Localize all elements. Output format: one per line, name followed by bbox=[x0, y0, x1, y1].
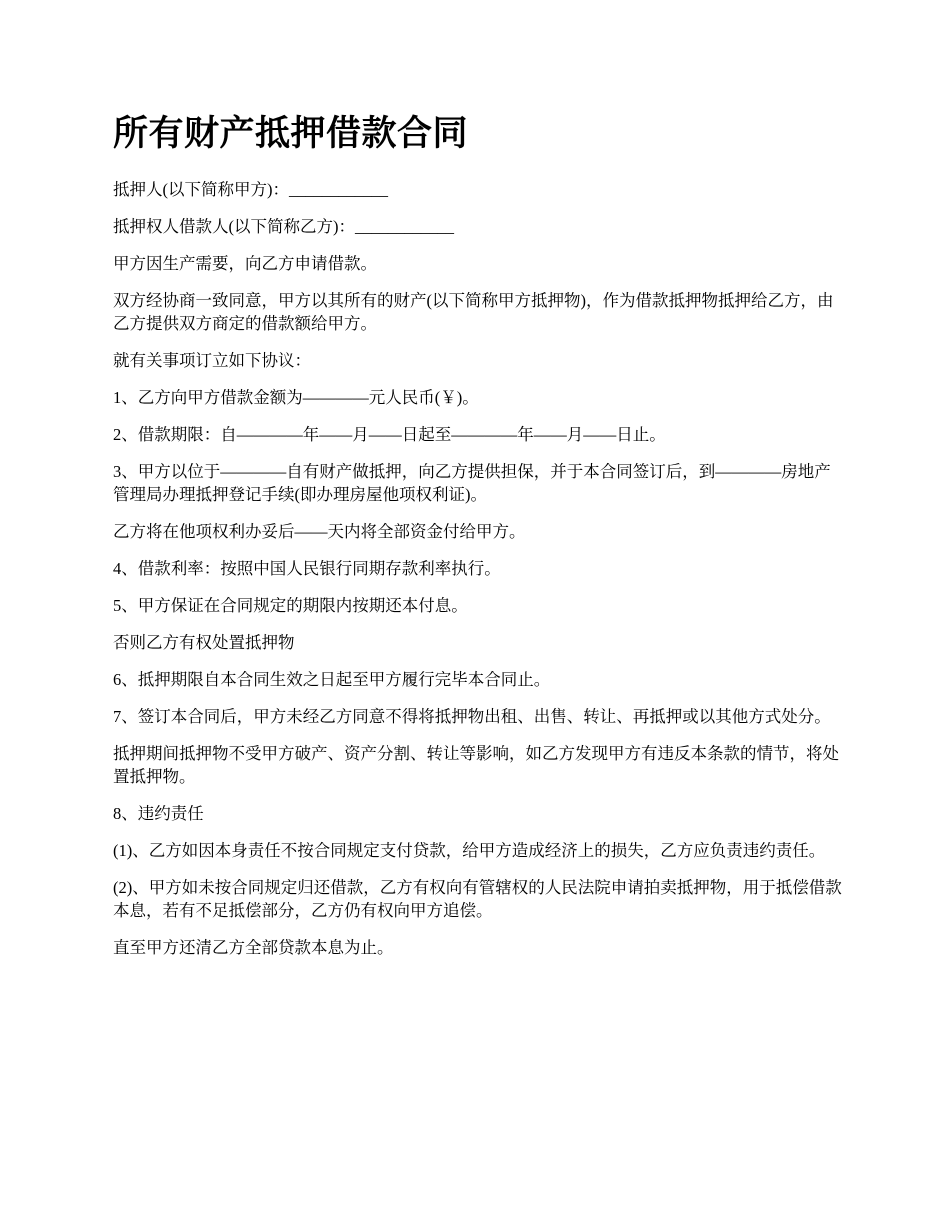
document-page bbox=[113, 108, 843, 973]
clause-7-note: 抵押期间抵押物不受甲方破产、资产分割、转让等影响，如乙方发现甲方有违反本条款的情节，将处置抵押物。 bbox=[113, 744, 839, 786]
document-title: 所有财产抵押借款合同 bbox=[113, 114, 469, 153]
clause-6: 6、抵押期限自本合同生效之日起至甲方履行完毕本合同止。 bbox=[113, 670, 551, 689]
mortgagor-line: 抵押人(以下简称甲方)：____________ bbox=[113, 180, 388, 199]
clause-8-item-2: (2)、甲方如未按合同规定归还借款，乙方有权向有管辖权的人民法院申请拍卖抵押物，用于抵偿借款本息，若有不足抵偿部分，乙方仍有权向甲方追偿。 bbox=[113, 878, 842, 920]
clause-1: 1、乙方向甲方借款金额为————元人民币(￥)。 bbox=[113, 388, 479, 407]
paragraph-purpose: 甲方因生产需要，向乙方申请借款。 bbox=[113, 254, 377, 273]
paragraph-agreement: 双方经协商一致同意，甲方以其所有的财产(以下简称甲方抵押物)，作为借款抵押物抵押给乙方，由乙方提供双方商定的借款额给甲方。 bbox=[113, 291, 834, 333]
clause-8-item-1: (1)、乙方如因本身责任不按合同规定支付贷款，给甲方造成经济上的损失，乙方应负责违约责任。 bbox=[113, 841, 826, 860]
clause-8-heading: 8、违约责任 bbox=[113, 804, 204, 823]
closing-line: 直至甲方还清乙方全部贷款本息为止。 bbox=[113, 938, 394, 957]
paragraph-intro: 就有关事项订立如下协议： bbox=[113, 351, 311, 370]
clause-5-note: 否则乙方有权处置抵押物 bbox=[113, 633, 295, 652]
clause-2: 2、借款期限：自————年——月——日起至————年——月——日止。 bbox=[113, 425, 666, 444]
clause-7: 7、签订本合同后，甲方未经乙方同意不得将抵押物出租、出售、转让、再抵押或以其他方式处分。 bbox=[113, 707, 831, 726]
clause-3-note: 乙方将在他项权利办妥后——天内将全部资金付给甲方。 bbox=[113, 522, 526, 541]
clause-5: 5、甲方保证在合同规定的期限内按期还本付息。 bbox=[113, 596, 468, 615]
clause-3: 3、甲方以位于————自有财产做抵押，向乙方提供担保，并于本合同签订后，到————房地产管理局办理抵押登记手续(即办理房屋他项权利证)。 bbox=[113, 462, 831, 504]
clause-4: 4、借款利率：按照中国人民银行同期存款利率执行。 bbox=[113, 559, 501, 578]
mortgagee-line: 抵押权人借款人(以下简称乙方)：____________ bbox=[113, 217, 454, 236]
